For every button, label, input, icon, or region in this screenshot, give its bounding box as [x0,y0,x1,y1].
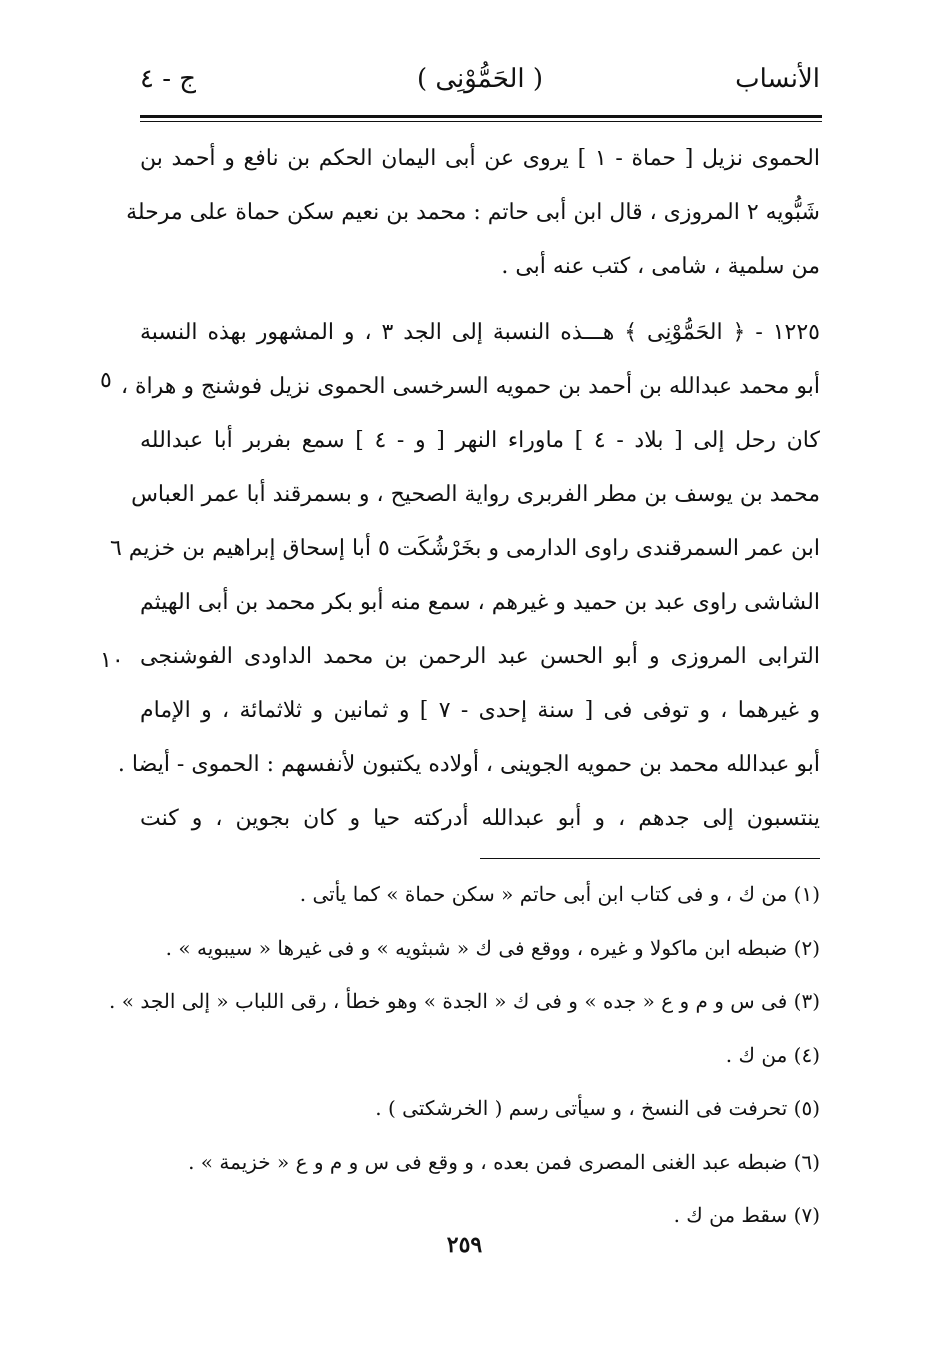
footnote: (٤) من ك . [725,1042,820,1067]
text-line: من سلمية ، شامى ، كتب عنه أبى . [501,254,820,279]
text-line: ابن عمر السمرقندى راوى الدارمى و بخَرْشُكَت ٥ أبا إسحاق إبراهيم بن خزيم ٦ [109,536,820,561]
footnote: (٦) ضبطه عبد الغنى المصرى فمن بعده ، و وقع فى س و م و ع « خزيمة » . [188,1149,820,1174]
text-line: الشاشى راوى عبد بن حميد و غيرهم ، سمع منه أبو بكر محمد بن أبى الهيثم [140,590,820,615]
footnote: (٧) سقط من ك . [673,1203,820,1227]
line-number-5: ٥ [100,368,112,393]
footnote: (١) من ك ، و فى كتاب ابن أبى حاتم « سكن حماة » كما يأتى . [299,882,820,906]
footnote: (٥) تحرفت فى النسخ ، و سيأتى رسم ( الخرشكتى ) . [375,1096,820,1120]
entry-heading-line: ١٢٢٥ - ﴿ الحَمُّوْنِى ﴾ هـــذه النسبة إلى الجد ٣ ، و المشهور بهذه النسبة [140,320,820,345]
text-line: و غيرهما ، و توفى فى [ سنة إحدى - ٧ ] و ثمانين و ثلاثمائة ، و الإمام [140,698,820,723]
footnote: (٣) فى س و م و ع « جده » و فى ك « الجدة » وهو خطأ ، رقى اللباب « إلى الجد » . [109,989,820,1013]
volume-label: ج - ٤ [140,64,197,94]
text-line: شَبُّويه ٢ المروزى ، قال ابن أبى حاتم : محمد بن نعيم سكن حماة على مرحلة [126,200,820,225]
text-line: أبو محمد عبدالله بن أحمد بن حمويه السرخسى الحموى نزيل فوشنج و هراة ، [120,374,820,399]
line-number-10: ١٠ [100,648,124,673]
text-line: أبو عبدالله محمد بن حمويه الجوينى ، أولاده يكتبون لأنفسهم : الحموى - أيضا . [117,752,820,777]
header-rule-thin [140,121,822,122]
text-line: ينتسبون إلى جدهم ، و أبو عبدالله أدركته حيا و كان بجوين ، و كنت [140,806,820,831]
text-line: الحموى نزيل [ حماة - ١ ] يروى عن أبى اليمان الحكم بن نافع و أحمد بن [140,146,820,171]
header-rule-thick [140,115,822,118]
text-line: محمد بن يوسف بن مطر الفربرى رواية الصحيح ، و بسمرقند أبا عمر العباس [131,482,820,507]
text-line: الترابى المروزى و أبو الحسن عبد الرحمن بن محمد الداودى الفوشنجى [140,644,820,669]
book-title: الأنساب [735,64,820,94]
page-number: ٢٥٩ [446,1232,483,1258]
footnotes [109,868,820,1243]
running-header [140,60,820,108]
footnote-rule [480,858,820,859]
footnote: (٢) ضبطه ابن ماكولا و غيره ، ووقع فى ك « شبثويه » و فى غيرها « سيبويه » . [165,935,820,960]
entry-title: ( الحَمُّوْنِى ) [416,64,544,94]
text-line: كان رحل إلى [ بلاد - ٤ ] ماوراء النهر [ و - ٤ ] سمع بفربر أبا عبدالله [140,428,820,453]
